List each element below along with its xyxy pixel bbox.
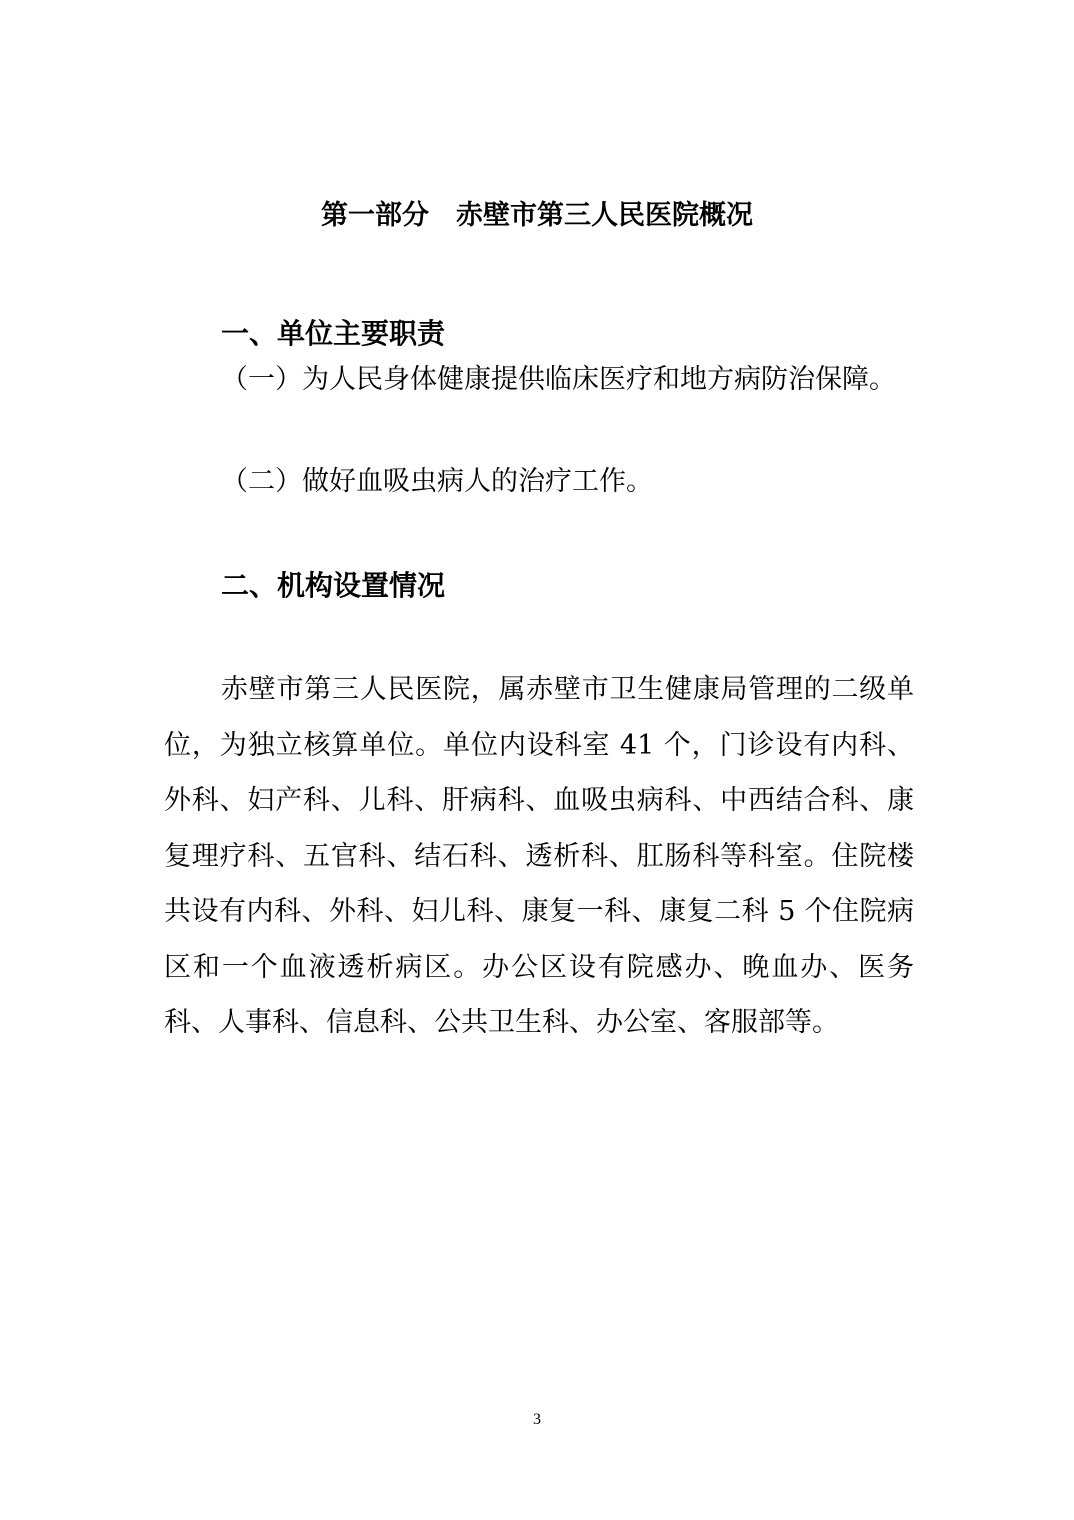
organization-paragraph: 赤壁市第三人民医院，属赤壁市卫生健康局管理的二级单位，为独立核算单位。单位内设科室 41 个，门诊设有内科、外科、妇产科、儿科、肝病科、血吸虫病科、中西结合科、康复理疗科、五官科、结石科、透析科、肛肠科等科室。住院楼共设有内科、外科、妇儿科、康复一科、康复二科 5 个住院病区和一个血液透析病区。办公区设有院感办、晚血办、医务科、人事科、信息科、公共卫生科、办公室、客服部等。 <box>164 674 914 1038</box>
duty-paragraph-1: （一）为人民身体健康提供临床医疗和地方病防治保障。 <box>221 364 896 395</box>
section-heading-duties: 一、单位主要职责 <box>221 317 446 350</box>
page-number: 3 <box>533 1411 541 1428</box>
section-heading-organization: 二、机构设置情况 <box>221 569 446 602</box>
page-title: 第一部分 赤壁市第三人民医院概况 <box>321 200 753 231</box>
duty-paragraph-2: （二）做好血吸虫病人的治疗工作。 <box>221 466 653 497</box>
